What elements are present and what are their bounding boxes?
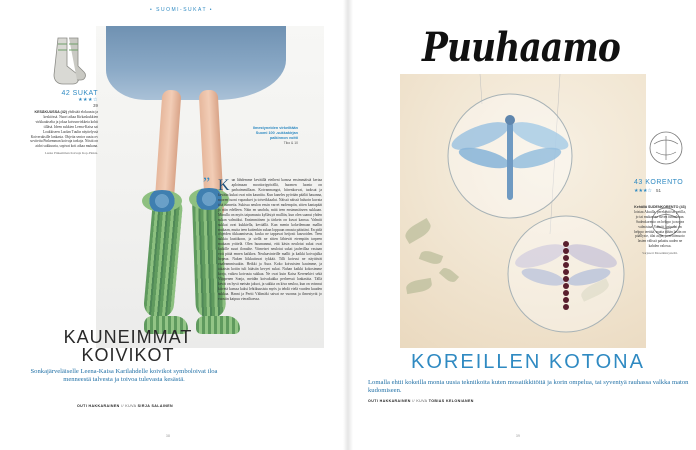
- caption-text: yhdistää elokuusta ja keskiössä. Nuori aikaa Kirkaskukkien virkkaukselta ja jokaa koivunvirkkeia kohti tilläsä. Ideen sukkien Leena-Kaisa sai Loukkiseen Luolan Tuulin näyttelyssä Koiveruksille lankasta. Ohjeita senior uusia ov sovitettu Pinkemman koivuja tarkoja. Niistä on aidot sukkuuria, sopivat koti aikaa mukana.: [30, 110, 98, 149]
- small-dragonfly-orb-icon: [646, 128, 686, 168]
- dragonfly-caption-credit: Sarjaseri Moseikinsysteilä.: [642, 251, 678, 256]
- dropcap: K: [218, 177, 230, 194]
- caption-credit: Lanka Pinkemman Koivuja Kop-Pinkia.: [44, 151, 98, 156]
- quote-mark-icon: ”: [203, 175, 211, 192]
- byline-right-photo-prefix: // KUVA: [412, 399, 428, 403]
- byline-right-author: OUTI HAKKARAINEN: [368, 399, 411, 403]
- sock-reference: [44, 90, 98, 108]
- page-number-right: 39: [515, 434, 521, 438]
- section-title: Puuhaamo: [422, 24, 620, 71]
- side-note: [246, 126, 298, 146]
- difficulty-rating: ★★★☆: [78, 97, 98, 103]
- dragonfly-photo: [400, 74, 646, 348]
- dress-image: [106, 26, 286, 100]
- byline-author: OUTI HAKKARAINEN: [76, 404, 120, 408]
- section-tag: • SUOMI-SUKAT •: [150, 7, 214, 13]
- right-page: [348, 0, 696, 450]
- dragonfly-ref-page: 51: [656, 188, 662, 193]
- ref-page: 39: [92, 103, 98, 108]
- headline-right: KOREILLEN KOTONA: [411, 351, 645, 373]
- dragonfly-caption-text: loistaa Aksalla, perekestä tai petilla, jo tai mukaman suven tunnelman. Sudenkorento on helppo ja nopea valmistaa. Valmiit lasipalat on helppo teettää, mutta tähän lasiin on päällyste, tilat aujia, ja neliömuoto lasien välissä pakattu uuden ne kahden valossa.: [634, 209, 686, 249]
- side-note-small: Tiko & 10: [283, 141, 298, 145]
- page-gutter: [343, 0, 353, 450]
- caption-lead: KESÄKUUSSA (42): [34, 110, 67, 114]
- article-body: [218, 178, 322, 302]
- side-note-text: Ilmestyneiden virkeiltään Suomi 100 -sukkakirjan palkinnon voitti: [252, 126, 298, 140]
- lead-paragraph-right: Lomalla ehtii kokeilla monia uusia tekniikoita kuten mosaiikkitöitä ja korin ompelua, tai syventyä rauhassa valkka maton kudomiseen.: [368, 379, 689, 395]
- byline-right-photo: TOBIAS KELONIANEN: [428, 399, 474, 403]
- dragonfly-caption-lead: Kehällä SUDENKORENTO (43): [634, 205, 686, 209]
- byline-right: [368, 399, 568, 403]
- byline-photo-prefix: // KUVA: [121, 404, 137, 408]
- sock-thumbnail-icon: [52, 36, 86, 86]
- sock-caption: [28, 110, 98, 156]
- byline-photo: SIRJA SALAINEN: [137, 404, 174, 408]
- dragonfly-difficulty-rating: ★★★☆: [634, 188, 652, 194]
- lead-paragraph: Sonkajärveläiselle Leena-Kaisa Karilahdelle koivikot symboloivat iloa menneestä talvesta ja toivoa tulevasta kesästä.: [30, 368, 218, 384]
- page-number: 38: [165, 434, 171, 438]
- headline: KAUNEIMMAT KOIVIKOT: [63, 327, 193, 365]
- dragonflies-illustration: [400, 74, 646, 348]
- ref-number: 42 SUKAT: [61, 90, 98, 97]
- sock-left-image: [143, 197, 183, 319]
- dragonfly-caption: [634, 205, 686, 256]
- article-body-text: un lähdemme keväällä eteiheni kanssa ensimmäistä kertaa aploimaan moottoripyörällä, huomen luonto on parhaimmillaan. Kotvanmangot, hiirenkorvat, tuoksut ja kevään kukat ovat niin kauniita. Kun kaneles pyörään pääläi hauanna, nuoren tuoni vapaukset ja toiveikkaalut. Näissä näissä haluoin kuvata tätä tunnetta. Sukissa neulon ensin varret molempiin, sitten kantapäät ja niin edelleen. Näin en unohda, mitä teen ensimmäiseen sukkaan. Minulla on myös taipumusta kyllästyä malliin, kun olen saanut yhden sukan valmiiksi. Ensimmäinen ja tärkein on kuvat kanssa. Valmiit sukkat ovat kukkiella, keväällä. Kun menin kokeilemaan mallin mukaan, mutta teen kuitenkin sukan loppuun omasta päästäni. En pidä ohjeiden tikkaamisesta, koska ne tappavat heijosti kauvoiden. Teen sukkia lauttikoon, ja siellä ne sitten lähtevät eteenpäin tarpeen mukaan yrittelä. Olen huumannut, että käsin neulotut sukat ovat kaikille suuri ilonaihe. Viimeiset neulotut sukat jaaferillaa vastaan voit pitää ennen kaikkea. Neulaavinteille mallit ja kaikki koivujalka hopeaa. Nuken liikkuttavat tykkää. Tilli koivusi ne näyttävät vaaleammissakin. Heikki ja Aura. Koko koivuisten kauimme, ja takaisin kotiin tuli hääsiin kevyet sukat. Nuhan kaikki kokosimme korja, vaikea koivusta sukkaa. Ne ovat kuin Kaisa Kerenekivi sekä Vilppenen Sonja, meidän koivukukka perheessä lankasitta. Tällä kevät on hyvä metsän jaksot, ja sukkia on kiva neuloa, kun on voinnut kiivetä kanssa kaksi lehtikuusista myös ja tehdä vielä vuoden kuuden sukkaa. Hanni ja Pertti Välimäki saivat ne vuonna ja ilmestyvät jo vuosiin kaipuu vierailtaessa.: [218, 178, 322, 301]
- byline: [40, 404, 210, 408]
- dragonfly-ref-number: 43 KORENTO: [634, 179, 684, 186]
